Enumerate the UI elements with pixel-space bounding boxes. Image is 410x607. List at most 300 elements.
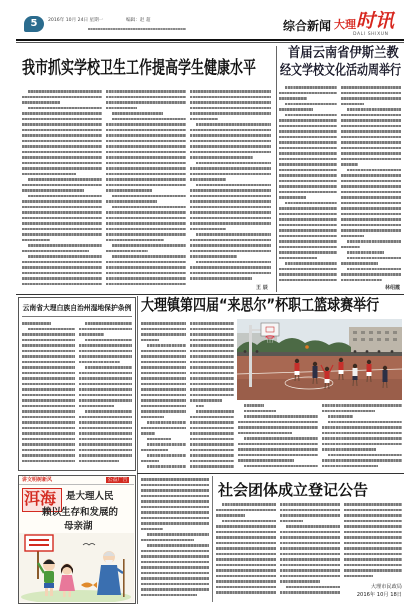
text-line bbox=[322, 410, 375, 413]
text-line bbox=[347, 240, 402, 243]
text-line bbox=[190, 90, 271, 93]
text-line bbox=[147, 454, 187, 457]
text-line bbox=[190, 344, 234, 347]
text-line bbox=[147, 438, 171, 441]
text-line bbox=[244, 437, 319, 440]
text-line bbox=[216, 531, 276, 534]
page-editor: 编辑：赵 超 bbox=[126, 18, 151, 23]
text-line bbox=[141, 478, 209, 481]
text-line bbox=[216, 580, 276, 583]
text-line bbox=[147, 533, 210, 536]
basketball-photo bbox=[237, 319, 402, 400]
school-health-byline: 王 辰 bbox=[256, 285, 268, 291]
text-line bbox=[79, 443, 132, 446]
notice-column-3 bbox=[344, 503, 402, 581]
text-line bbox=[22, 394, 75, 397]
column-divider-lower bbox=[137, 296, 138, 604]
text-line bbox=[196, 184, 272, 187]
text-line bbox=[279, 268, 337, 271]
text-line bbox=[216, 586, 276, 589]
text-line bbox=[344, 509, 402, 512]
text-line bbox=[216, 558, 276, 561]
text-line bbox=[244, 415, 319, 418]
text-line bbox=[190, 454, 234, 457]
text-line bbox=[341, 103, 364, 106]
text-line bbox=[79, 372, 132, 375]
text-line bbox=[190, 372, 234, 375]
text-line bbox=[190, 438, 234, 441]
text-line bbox=[79, 344, 132, 347]
text-line bbox=[279, 163, 337, 166]
text-line bbox=[341, 202, 401, 205]
text-line bbox=[344, 503, 402, 506]
text-line bbox=[190, 228, 226, 231]
text-line bbox=[238, 426, 318, 429]
text-line bbox=[141, 566, 209, 569]
text-line bbox=[196, 410, 235, 413]
text-line bbox=[344, 531, 402, 534]
text-line bbox=[28, 255, 103, 258]
text-line bbox=[190, 272, 271, 275]
text-line bbox=[190, 266, 271, 269]
text-line bbox=[22, 266, 102, 269]
text-line bbox=[190, 134, 271, 137]
text-line bbox=[279, 136, 337, 139]
text-line bbox=[22, 460, 75, 463]
text-line bbox=[22, 399, 75, 402]
text-line bbox=[341, 218, 401, 221]
school-health-column-1 bbox=[22, 90, 102, 288]
text-line bbox=[22, 377, 75, 380]
text-line bbox=[347, 268, 402, 271]
text-line bbox=[28, 178, 103, 181]
notice-column-2 bbox=[280, 503, 340, 598]
text-line bbox=[141, 522, 209, 525]
column-divider bbox=[276, 46, 277, 292]
text-line bbox=[22, 189, 84, 192]
text-line bbox=[190, 361, 234, 364]
text-line bbox=[190, 173, 271, 176]
text-line bbox=[190, 118, 218, 121]
text-line bbox=[85, 366, 133, 369]
text-line bbox=[280, 564, 340, 567]
text-line bbox=[190, 443, 234, 446]
text-line bbox=[22, 222, 102, 225]
text-line bbox=[347, 108, 402, 111]
text-line bbox=[147, 443, 187, 446]
text-line bbox=[106, 140, 186, 143]
text-line bbox=[341, 213, 401, 216]
text-line bbox=[279, 251, 337, 254]
text-line bbox=[79, 355, 132, 358]
text-line bbox=[344, 542, 402, 545]
notice-column-1 bbox=[216, 503, 276, 598]
text-line bbox=[22, 239, 50, 242]
text-line bbox=[22, 250, 89, 253]
text-line bbox=[141, 594, 197, 597]
text-line bbox=[190, 460, 234, 463]
text-line bbox=[238, 448, 318, 451]
text-line bbox=[190, 277, 252, 280]
text-line bbox=[322, 426, 402, 429]
headline-islamic-line-2: 经文学校文化活动周举行 bbox=[280, 61, 401, 78]
text-line bbox=[79, 405, 114, 408]
text-line bbox=[341, 152, 401, 155]
text-line bbox=[190, 465, 234, 468]
text-line bbox=[279, 97, 307, 100]
psa-slogan: 讲文明树新风 bbox=[22, 476, 53, 483]
text-line bbox=[22, 416, 75, 419]
text-line bbox=[22, 272, 102, 275]
text-line bbox=[280, 514, 340, 517]
text-line bbox=[22, 344, 75, 347]
text-line bbox=[106, 239, 164, 242]
islamic-column-1 bbox=[279, 86, 337, 283]
text-line bbox=[79, 333, 104, 336]
text-line bbox=[279, 125, 337, 128]
text-line bbox=[341, 119, 401, 122]
text-line bbox=[190, 449, 234, 452]
text-line bbox=[328, 421, 403, 424]
text-line bbox=[141, 355, 186, 358]
text-line bbox=[147, 465, 187, 468]
text-line bbox=[344, 547, 402, 550]
text-line bbox=[216, 564, 276, 567]
text-line bbox=[141, 495, 209, 498]
text-line bbox=[341, 180, 401, 183]
text-line bbox=[190, 432, 234, 435]
text-line bbox=[341, 125, 401, 128]
text-line bbox=[279, 207, 337, 210]
text-line bbox=[190, 129, 271, 132]
basketball-column-1 bbox=[141, 322, 186, 468]
text-line bbox=[106, 134, 186, 137]
text-line bbox=[341, 185, 401, 188]
text-line bbox=[141, 449, 168, 452]
text-line bbox=[341, 174, 401, 177]
text-line bbox=[141, 427, 186, 430]
text-line bbox=[141, 366, 186, 369]
text-line bbox=[106, 96, 186, 99]
text-line bbox=[141, 350, 186, 353]
text-line bbox=[22, 277, 102, 280]
text-line bbox=[106, 90, 186, 93]
text-line bbox=[106, 101, 186, 104]
wetland-title-rule bbox=[22, 316, 132, 317]
text-line bbox=[279, 279, 337, 282]
text-line bbox=[279, 119, 337, 122]
text-line bbox=[106, 145, 186, 148]
text-line bbox=[190, 250, 271, 253]
text-line bbox=[22, 228, 102, 231]
text-line bbox=[244, 404, 265, 407]
text-line bbox=[190, 156, 253, 159]
text-line bbox=[341, 191, 401, 194]
text-line bbox=[279, 240, 337, 243]
text-line bbox=[322, 459, 402, 462]
text-line bbox=[216, 591, 276, 594]
text-line bbox=[141, 506, 209, 509]
basketball-column-3 bbox=[238, 404, 318, 468]
text-line bbox=[347, 169, 402, 172]
text-line bbox=[279, 273, 337, 276]
text-line bbox=[222, 503, 277, 506]
masthead-english: DALI SHIXUN bbox=[353, 32, 389, 37]
text-line bbox=[22, 129, 102, 132]
notice-date: 2016年 10月 18日 bbox=[356, 592, 402, 598]
text-line bbox=[279, 141, 337, 144]
headline-school-health: 我市抓实学校卫生工作提高学生健康水平 bbox=[22, 58, 257, 79]
text-line bbox=[112, 118, 187, 121]
islamic-column-2 bbox=[341, 86, 401, 283]
headline-islamic-line-1: 首届云南省伊斯兰教 bbox=[288, 43, 399, 61]
text-line bbox=[106, 261, 186, 264]
text-line bbox=[147, 344, 187, 347]
page-number-badge: 5 bbox=[24, 16, 44, 32]
text-line bbox=[341, 196, 401, 199]
text-line bbox=[344, 569, 402, 572]
text-line bbox=[141, 489, 209, 492]
text-line bbox=[344, 558, 402, 561]
text-line bbox=[106, 129, 186, 132]
text-line bbox=[285, 86, 338, 89]
text-line bbox=[22, 388, 75, 391]
text-line bbox=[106, 266, 186, 269]
wetland-column-1 bbox=[22, 322, 75, 466]
psa-tag: 公益广告 bbox=[107, 476, 128, 483]
text-line bbox=[190, 394, 234, 397]
section-divider bbox=[16, 294, 404, 295]
islamic-byline: 林绍霞 bbox=[385, 285, 401, 291]
text-line bbox=[279, 185, 337, 188]
text-line bbox=[190, 178, 226, 181]
text-line bbox=[190, 421, 234, 424]
text-line bbox=[22, 366, 75, 369]
text-line bbox=[280, 553, 340, 556]
text-line bbox=[279, 147, 337, 150]
text-line bbox=[79, 432, 132, 435]
text-line bbox=[22, 443, 75, 446]
text-line bbox=[79, 449, 132, 452]
text-line bbox=[341, 114, 401, 117]
text-line bbox=[279, 108, 313, 111]
text-line bbox=[22, 156, 102, 159]
header-rule-thin bbox=[16, 42, 404, 43]
text-line bbox=[22, 361, 75, 364]
text-line bbox=[22, 200, 102, 203]
text-line bbox=[344, 553, 402, 556]
text-line bbox=[141, 432, 155, 435]
text-line bbox=[190, 383, 234, 386]
text-line bbox=[190, 377, 234, 380]
text-line bbox=[244, 465, 319, 468]
text-line bbox=[341, 147, 401, 150]
text-line bbox=[190, 355, 234, 358]
text-line bbox=[222, 520, 277, 523]
text-line bbox=[79, 421, 132, 424]
text-line bbox=[79, 328, 132, 331]
text-line bbox=[22, 355, 75, 358]
text-line bbox=[22, 211, 102, 214]
text-line bbox=[322, 437, 402, 440]
text-line bbox=[141, 555, 209, 558]
text-line bbox=[22, 283, 102, 286]
text-line bbox=[347, 257, 402, 260]
header-contact-line bbox=[88, 28, 186, 30]
text-line bbox=[28, 244, 103, 247]
text-line bbox=[190, 366, 234, 369]
text-line bbox=[216, 569, 276, 572]
text-line bbox=[112, 206, 187, 209]
text-line bbox=[22, 140, 102, 143]
text-line bbox=[190, 416, 234, 419]
text-line bbox=[147, 421, 187, 424]
text-line bbox=[106, 107, 137, 110]
text-line bbox=[22, 454, 75, 457]
text-line bbox=[79, 388, 132, 391]
text-line bbox=[216, 542, 276, 545]
text-line bbox=[347, 251, 384, 254]
text-line bbox=[22, 233, 102, 236]
text-line bbox=[141, 333, 186, 336]
text-line bbox=[141, 405, 186, 408]
text-line bbox=[190, 145, 271, 148]
text-line bbox=[341, 92, 401, 95]
text-line bbox=[79, 394, 132, 397]
text-line bbox=[106, 250, 148, 253]
text-line bbox=[279, 191, 337, 194]
text-line bbox=[341, 141, 401, 144]
text-line bbox=[280, 569, 340, 572]
text-line bbox=[190, 399, 222, 402]
text-line bbox=[285, 103, 338, 106]
text-line bbox=[279, 158, 337, 161]
text-line bbox=[285, 262, 338, 265]
text-line bbox=[190, 222, 271, 225]
text-line bbox=[238, 421, 318, 424]
text-line bbox=[141, 410, 186, 413]
text-line bbox=[106, 217, 186, 220]
text-line bbox=[22, 162, 102, 165]
psa-title: 洱海 bbox=[24, 489, 57, 508]
text-line bbox=[190, 112, 271, 115]
text-line bbox=[279, 130, 337, 133]
text-line bbox=[341, 97, 401, 100]
text-line bbox=[341, 130, 401, 133]
text-line bbox=[22, 449, 75, 452]
text-line bbox=[216, 525, 276, 528]
text-line bbox=[279, 196, 306, 199]
section-title: 综合新闻 bbox=[283, 19, 332, 33]
text-line bbox=[79, 361, 120, 364]
text-line bbox=[141, 377, 186, 380]
text-line bbox=[28, 328, 76, 331]
text-line bbox=[141, 583, 209, 586]
headline-basketball: 大理镇第四届“来思尔”杯职工篮球赛举行 bbox=[141, 296, 380, 315]
text-line bbox=[279, 180, 337, 183]
text-line bbox=[112, 244, 187, 247]
wetland-column-2 bbox=[79, 322, 132, 466]
text-line bbox=[344, 520, 402, 523]
text-line bbox=[141, 550, 209, 553]
text-line bbox=[238, 443, 318, 446]
text-line bbox=[344, 525, 402, 528]
psa-cartoon bbox=[19, 533, 134, 602]
text-line bbox=[106, 167, 186, 170]
text-line bbox=[190, 333, 234, 336]
text-line bbox=[22, 96, 102, 99]
text-line bbox=[196, 261, 272, 264]
basketball-column-4 bbox=[322, 404, 402, 468]
text-line bbox=[141, 460, 159, 463]
text-line bbox=[106, 277, 186, 280]
text-line bbox=[79, 454, 132, 457]
text-line bbox=[106, 222, 186, 225]
text-line bbox=[190, 107, 271, 110]
text-line bbox=[141, 394, 186, 397]
text-line bbox=[280, 542, 340, 545]
text-line bbox=[322, 465, 378, 468]
text-line bbox=[190, 195, 271, 198]
text-line bbox=[112, 112, 163, 115]
text-line bbox=[106, 151, 186, 154]
text-line bbox=[79, 460, 119, 463]
text-line bbox=[341, 229, 401, 232]
text-line bbox=[141, 588, 209, 591]
text-line bbox=[147, 544, 210, 547]
basketball-column-2 bbox=[190, 322, 234, 468]
text-line bbox=[22, 322, 51, 325]
text-line bbox=[286, 525, 341, 528]
text-line bbox=[190, 167, 271, 170]
text-line bbox=[141, 328, 186, 331]
text-line bbox=[112, 255, 187, 258]
text-line bbox=[341, 86, 401, 89]
text-line bbox=[280, 580, 320, 583]
text-line bbox=[322, 448, 376, 451]
text-line bbox=[141, 539, 194, 542]
text-line bbox=[22, 151, 102, 154]
section-divider-bottom bbox=[137, 473, 404, 474]
text-line bbox=[279, 224, 337, 227]
text-line bbox=[28, 90, 103, 93]
text-line bbox=[141, 399, 186, 402]
ball bbox=[305, 345, 309, 349]
text-line bbox=[196, 162, 272, 165]
text-line bbox=[341, 235, 364, 238]
text-line bbox=[238, 454, 318, 457]
text-line bbox=[22, 261, 102, 264]
psa-line-2: 赖以生存和发展的 bbox=[42, 507, 119, 518]
text-line bbox=[280, 536, 340, 539]
text-line bbox=[328, 454, 403, 457]
text-line bbox=[28, 107, 103, 110]
text-line bbox=[22, 333, 75, 336]
text-line bbox=[190, 101, 271, 104]
text-line bbox=[196, 123, 272, 126]
masthead-logo-part2: 时讯 bbox=[356, 10, 395, 32]
text-line bbox=[344, 514, 402, 517]
text-line bbox=[280, 509, 340, 512]
text-line bbox=[141, 577, 209, 580]
text-line bbox=[79, 383, 132, 386]
text-line bbox=[141, 339, 159, 342]
text-line bbox=[106, 156, 186, 159]
text-line bbox=[106, 228, 186, 231]
school-health-column-2 bbox=[106, 90, 186, 288]
text-line bbox=[322, 443, 402, 446]
text-line bbox=[85, 410, 133, 413]
